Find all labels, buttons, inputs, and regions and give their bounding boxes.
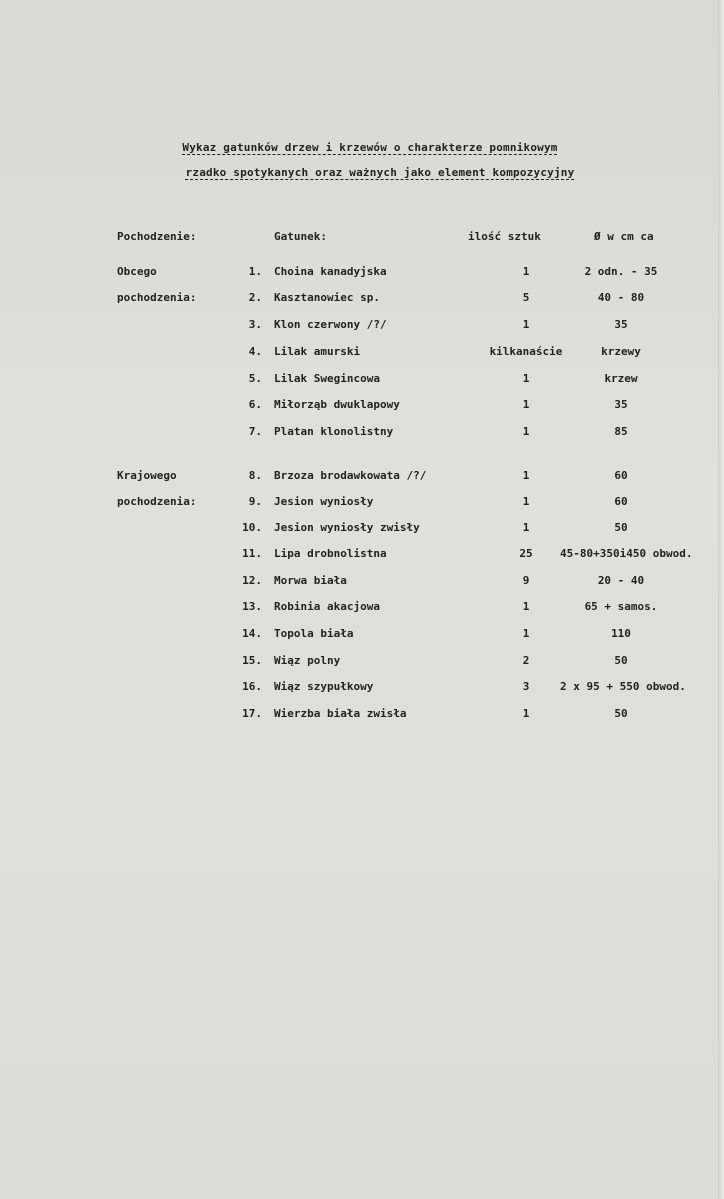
species-name: Jesion wyniosły zwisły xyxy=(274,521,420,534)
origin-foreign-line2: pochodzenia: xyxy=(117,291,197,304)
species-name: Topola biała xyxy=(274,627,354,640)
row-number: 15. xyxy=(242,654,262,667)
paper-edge xyxy=(718,0,724,1199)
origin-native-line2: pochodzenia: xyxy=(117,495,197,508)
row-number: 8. xyxy=(248,469,262,482)
species-name: Brzoza brodawkowata /?/ xyxy=(274,469,427,482)
diameter-value: 65 + samos. xyxy=(584,600,658,613)
quantity-value: 5 xyxy=(522,291,530,304)
quantity-value: 1 xyxy=(522,495,530,508)
row-number: 12. xyxy=(242,574,262,587)
row-number: 3. xyxy=(248,318,262,331)
quantity-value: 9 xyxy=(522,574,530,587)
quantity-value: 1 xyxy=(522,627,530,640)
species-name: Miłorząb dwuklapowy xyxy=(274,398,400,411)
diameter-value: 60 xyxy=(614,495,628,508)
row-number: 13. xyxy=(242,600,262,613)
species-name: Klon czerwony /?/ xyxy=(274,318,387,331)
row-number: 4. xyxy=(248,345,262,358)
diameter-value: 20 - 40 xyxy=(597,574,645,587)
title-line-2: rzadko spotykanych oraz ważnych jako element kompozycyjny xyxy=(185,166,575,179)
quantity-value: 3 xyxy=(522,680,530,693)
diameter-value: 85 xyxy=(614,425,628,438)
diameter-value: 35 xyxy=(614,398,628,411)
diameter-value: krzewy xyxy=(601,345,641,358)
header-origin: Pochodzenie: xyxy=(117,230,197,243)
diameter-value: 50 xyxy=(614,521,628,534)
quantity-value: 1 xyxy=(522,600,530,613)
species-name: Wierzba biała zwisła xyxy=(274,707,407,720)
quantity-value: kilkanaście xyxy=(489,345,563,358)
quantity-value: 2 xyxy=(522,654,530,667)
species-name: Robinia akacjowa xyxy=(274,600,380,613)
header-quantity: ilość sztuk xyxy=(468,230,541,243)
species-name: Lilak amurski xyxy=(274,345,361,358)
diameter-value: 35 xyxy=(614,318,628,331)
quantity-value: 1 xyxy=(522,318,530,331)
row-number: 7. xyxy=(248,425,262,438)
species-name: Lipa drobnolistna xyxy=(274,547,387,560)
quantity-value: 1 xyxy=(522,265,530,278)
species-name: Wiąz polny xyxy=(274,654,341,667)
header-diameter: Ø w cm ca xyxy=(594,230,654,243)
row-number: 5. xyxy=(248,372,262,385)
species-name: Lilak Swegincowa xyxy=(274,372,380,385)
row-number: 16. xyxy=(242,680,262,693)
quantity-value: 25 xyxy=(519,547,533,560)
diameter-value: 45-80+350i450 obwod. xyxy=(560,547,693,560)
diameter-value: 60 xyxy=(614,469,628,482)
species-name: Platan klonolistny xyxy=(274,425,394,438)
quantity-value: 1 xyxy=(522,521,530,534)
species-name: Choina kanadyjska xyxy=(274,265,387,278)
species-name: Jesion wyniosły xyxy=(274,495,374,508)
row-number: 14. xyxy=(242,627,262,640)
row-number: 11. xyxy=(242,547,262,560)
species-name: Morwa biała xyxy=(274,574,347,587)
diameter-value: 50 xyxy=(614,654,628,667)
origin-foreign-line1: Obcego xyxy=(117,265,157,278)
origin-native-line1: Krajowego xyxy=(117,469,177,482)
diameter-value: 2 odn. - 35 xyxy=(584,265,658,278)
diameter-value: krzew xyxy=(604,372,638,385)
quantity-value: 1 xyxy=(522,469,530,482)
species-name: Wiąz szypułkowy xyxy=(274,680,374,693)
row-number: 1. xyxy=(248,265,262,278)
quantity-value: 1 xyxy=(522,372,530,385)
row-number: 10. xyxy=(242,521,262,534)
quantity-value: 1 xyxy=(522,398,530,411)
species-name: Kasztanowiec sp. xyxy=(274,291,380,304)
diameter-value: 50 xyxy=(614,707,628,720)
row-number: 2. xyxy=(248,291,262,304)
diameter-value: 110 xyxy=(611,627,631,640)
row-number: 9. xyxy=(248,495,262,508)
header-species: Gatunek: xyxy=(274,230,327,243)
title-line-1: Wykaz gatunków drzew i krzewów o charakterze pomnikowym xyxy=(182,141,558,154)
diameter-value: 2 x 95 + 550 obwod. xyxy=(560,680,686,693)
quantity-value: 1 xyxy=(522,707,530,720)
diameter-value: 40 - 80 xyxy=(597,291,645,304)
quantity-value: 1 xyxy=(522,425,530,438)
row-number: 17. xyxy=(242,707,262,720)
row-number: 6. xyxy=(248,398,262,411)
